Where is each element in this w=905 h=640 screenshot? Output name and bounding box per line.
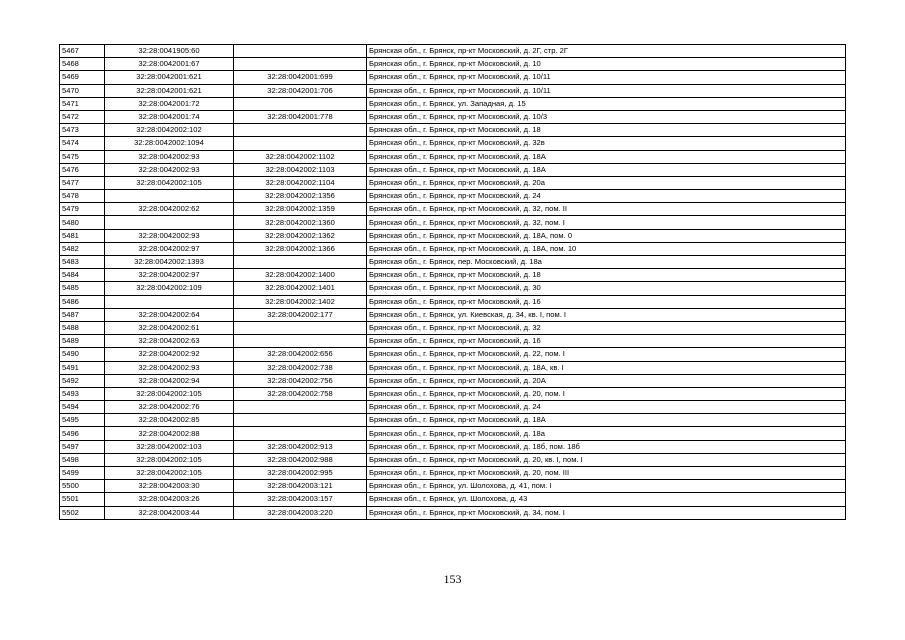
cadastral-number-cell: 32:28:0042002:97 [105, 242, 234, 255]
premises-cadastral-number-cell: 32:28:0042001:699 [234, 71, 367, 84]
address-cell: Брянская обл., г. Брянск, пр-кт Московский, д. 32, пом. II [367, 203, 846, 216]
cadastral-number-cell [105, 295, 234, 308]
table-row [60, 269, 846, 282]
table-row [60, 203, 846, 216]
address-cell: Брянская обл., г. Брянск, пр-кт Московский, д. 18А [367, 414, 846, 427]
row-number-cell: 5475 [60, 150, 105, 163]
address-cell: Брянская обл., г. Брянск, пр-кт Московский, д. 32в [367, 137, 846, 150]
row-number-cell: 5482 [60, 242, 105, 255]
cadastral-number-cell: 32:28:0042002:105 [105, 467, 234, 480]
address-cell: Брянская обл., г. Брянск, пр-кт Московский, д. 18 [367, 124, 846, 137]
premises-cadastral-number-cell [234, 124, 367, 137]
row-number-cell: 5481 [60, 229, 105, 242]
cadastral-number-cell: 32:28:0042003:26 [105, 493, 234, 506]
table-row [60, 453, 846, 466]
table-row [60, 506, 846, 519]
address-cell: Брянская обл., г. Брянск, пр-кт Московский, д. 16 [367, 295, 846, 308]
table-row [60, 124, 846, 137]
cadastral-number-cell: 32:28:0042002:92 [105, 348, 234, 361]
row-number-cell: 5470 [60, 84, 105, 97]
address-cell: Брянская обл., г. Брянск, пр-кт Московский, д. 2Г, стр. 2Г [367, 45, 846, 58]
address-cell: Брянская обл., г. Брянск, пр-кт Московский, д. 18А [367, 150, 846, 163]
cadastral-number-cell: 32:28:0042002:109 [105, 282, 234, 295]
table-row [60, 229, 846, 242]
table-row [60, 58, 846, 71]
address-cell: Брянская обл., г. Брянск, пр-кт Московский, д. 18А, пом. 0 [367, 229, 846, 242]
table-row [60, 427, 846, 440]
table-row [60, 401, 846, 414]
address-cell: Брянская обл., г. Брянск, ул. Западная, д. 15 [367, 97, 846, 110]
cadastral-number-cell: 32:28:0042002:93 [105, 229, 234, 242]
property-registry-table [59, 44, 846, 520]
table-row [60, 45, 846, 58]
premises-cadastral-number-cell: 32:28:0042002:1400 [234, 269, 367, 282]
table-row [60, 374, 846, 387]
page-number: 153 [443, 572, 462, 586]
address-cell: Брянская обл., г. Брянск, пр-кт Московский, д. 32 [367, 321, 846, 334]
cadastral-number-cell [105, 190, 234, 203]
address-cell: Брянская обл., г. Брянск, пр-кт Московский, д. 24 [367, 401, 846, 414]
premises-cadastral-number-cell: 32:28:0042002:1359 [234, 203, 367, 216]
row-number-cell: 5495 [60, 414, 105, 427]
cadastral-number-cell: 32:28:0042002:62 [105, 203, 234, 216]
address-cell: Брянская обл., г. Брянск, пр-кт Московский, д. 10 [367, 58, 846, 71]
address-cell: Брянская обл., г. Брянск, пр-кт Московский, д. 10/11 [367, 84, 846, 97]
premises-cadastral-number-cell: 32:28:0042002:995 [234, 467, 367, 480]
address-cell: Брянская обл., г. Брянск, пр-кт Московский, д. 18А [367, 163, 846, 176]
table-row [60, 335, 846, 348]
premises-cadastral-number-cell [234, 401, 367, 414]
cadastral-number-cell: 32:28:0042002:105 [105, 453, 234, 466]
row-number-cell: 5487 [60, 308, 105, 321]
row-number-cell: 5471 [60, 97, 105, 110]
table-row [60, 414, 846, 427]
row-number-cell: 5494 [60, 401, 105, 414]
cadastral-number-cell: 32:28:0042002:105 [105, 176, 234, 189]
row-number-cell: 5468 [60, 58, 105, 71]
address-cell: Брянская обл., г. Брянск, пр-кт Московский, д. 10/3 [367, 110, 846, 123]
cadastral-number-cell: 32:28:0042002:97 [105, 269, 234, 282]
table-row [60, 282, 846, 295]
table-row [60, 361, 846, 374]
cadastral-number-cell [105, 216, 234, 229]
table-row [60, 216, 846, 229]
address-cell: Брянская обл., г. Брянск, пр-кт Московский, д. 18А, кв. I [367, 361, 846, 374]
table-row [60, 348, 846, 361]
cadastral-number-cell: 32:28:0042002:63 [105, 335, 234, 348]
row-number-cell: 5467 [60, 45, 105, 58]
premises-cadastral-number-cell: 32:28:0042001:706 [234, 84, 367, 97]
address-cell: Брянская обл., г. Брянск, пр-кт Московский, д. 24 [367, 190, 846, 203]
row-number-cell: 5478 [60, 190, 105, 203]
cadastral-number-cell: 32:28:0042001:72 [105, 97, 234, 110]
table-row [60, 387, 846, 400]
row-number-cell: 5490 [60, 348, 105, 361]
premises-cadastral-number-cell: 32:28:0042002:988 [234, 453, 367, 466]
row-number-cell: 5480 [60, 216, 105, 229]
address-cell: Брянская обл., г. Брянск, пр-кт Московский, д. 20А [367, 374, 846, 387]
row-number-cell: 5493 [60, 387, 105, 400]
row-number-cell: 5474 [60, 137, 105, 150]
premises-cadastral-number-cell [234, 335, 367, 348]
row-number-cell: 5485 [60, 282, 105, 295]
cadastral-number-cell: 32:28:0042002:93 [105, 163, 234, 176]
cadastral-number-cell: 32:28:0042002:94 [105, 374, 234, 387]
cadastral-number-cell: 32:28:0042002:102 [105, 124, 234, 137]
cadastral-number-cell: 32:28:0042002:88 [105, 427, 234, 440]
address-cell: Брянская обл., г. Брянск, пр-кт Московский, д. 20, пом. III [367, 467, 846, 480]
table-row [60, 163, 846, 176]
row-number-cell: 5483 [60, 256, 105, 269]
premises-cadastral-number-cell: 32:28:0042003:220 [234, 506, 367, 519]
premises-cadastral-number-cell [234, 414, 367, 427]
row-number-cell: 5491 [60, 361, 105, 374]
table-row [60, 440, 846, 453]
address-cell: Брянская обл., г. Брянск, пр-кт Московский, д. 20, пом. I [367, 387, 846, 400]
row-number-cell: 5469 [60, 71, 105, 84]
address-cell: Брянская обл., г. Брянск, пр-кт Московский, д. 20а [367, 176, 846, 189]
table-row [60, 480, 846, 493]
premises-cadastral-number-cell: 32:28:0042002:1103 [234, 163, 367, 176]
table-row [60, 467, 846, 480]
premises-cadastral-number-cell: 32:28:0042002:758 [234, 387, 367, 400]
premises-cadastral-number-cell [234, 97, 367, 110]
premises-cadastral-number-cell: 32:28:0042002:1356 [234, 190, 367, 203]
table-row [60, 150, 846, 163]
address-cell: Брянская обл., г. Брянск, ул. Киевская, д. 34, кв. I, пом. I [367, 308, 846, 321]
cadastral-number-cell: 32:28:0042002:85 [105, 414, 234, 427]
premises-cadastral-number-cell [234, 427, 367, 440]
table-row [60, 308, 846, 321]
address-cell: Брянская обл., г. Брянск, пр-кт Московский, д. 10/11 [367, 71, 846, 84]
row-number-cell: 5476 [60, 163, 105, 176]
premises-cadastral-number-cell: 32:28:0042003:121 [234, 480, 367, 493]
cadastral-number-cell: 32:28:0042002:76 [105, 401, 234, 414]
row-number-cell: 5499 [60, 467, 105, 480]
premises-cadastral-number-cell [234, 58, 367, 71]
cadastral-number-cell: 32:28:0042002:93 [105, 150, 234, 163]
premises-cadastral-number-cell: 32:28:0042002:1401 [234, 282, 367, 295]
cadastral-number-cell: 32:28:0042002:105 [105, 387, 234, 400]
address-cell: Брянская обл., г. Брянск, пр-кт Московский, д. 30 [367, 282, 846, 295]
address-cell: Брянская обл., г. Брянск, пр-кт Московский, д. 16 [367, 335, 846, 348]
premises-cadastral-number-cell: 32:28:0042001:778 [234, 110, 367, 123]
cadastral-number-cell: 32:28:0042002:64 [105, 308, 234, 321]
address-cell: Брянская обл., г. Брянск, пр-кт Московский, д. 18б, пом. 18б [367, 440, 846, 453]
table-row [60, 176, 846, 189]
cadastral-number-cell: 32:28:0041905:60 [105, 45, 234, 58]
table-row [60, 321, 846, 334]
premises-cadastral-number-cell: 32:28:0042002:177 [234, 308, 367, 321]
premises-cadastral-number-cell [234, 321, 367, 334]
cadastral-number-cell: 32:28:0042001:621 [105, 71, 234, 84]
row-number-cell: 5501 [60, 493, 105, 506]
address-cell: Брянская обл., г. Брянск, пр-кт Московский, д. 32, пом. I [367, 216, 846, 229]
premises-cadastral-number-cell: 32:28:0042002:1102 [234, 150, 367, 163]
premises-cadastral-number-cell: 32:28:0042002:1360 [234, 216, 367, 229]
row-number-cell: 5500 [60, 480, 105, 493]
row-number-cell: 5473 [60, 124, 105, 137]
address-cell: Брянская обл., г. Брянск, пр-кт Московский, д. 18 [367, 269, 846, 282]
premises-cadastral-number-cell [234, 45, 367, 58]
cadastral-number-cell: 32:28:0042001:74 [105, 110, 234, 123]
row-number-cell: 5492 [60, 374, 105, 387]
premises-cadastral-number-cell: 32:28:0042002:656 [234, 348, 367, 361]
cadastral-number-cell: 32:28:0042002:1393 [105, 256, 234, 269]
address-cell: Брянская обл., г. Брянск, пр-кт Московский, д. 18А, пом. 10 [367, 242, 846, 255]
row-number-cell: 5502 [60, 506, 105, 519]
premises-cadastral-number-cell [234, 137, 367, 150]
cadastral-number-cell: 32:28:0042003:44 [105, 506, 234, 519]
cadastral-number-cell: 32:28:0042002:61 [105, 321, 234, 334]
row-number-cell: 5497 [60, 440, 105, 453]
row-number-cell: 5477 [60, 176, 105, 189]
cadastral-number-cell: 32:28:0042001:67 [105, 58, 234, 71]
cadastral-number-cell: 32:28:0042003:30 [105, 480, 234, 493]
row-number-cell: 5489 [60, 335, 105, 348]
cadastral-number-cell: 32:28:0042002:93 [105, 361, 234, 374]
address-cell: Брянская обл., г. Брянск, ул. Шолохова, д. 41, пом. I [367, 480, 846, 493]
row-number-cell: 5486 [60, 295, 105, 308]
table-row [60, 190, 846, 203]
address-cell: Брянская обл., г. Брянск, пр-кт Московский, д. 18а [367, 427, 846, 440]
premises-cadastral-number-cell [234, 256, 367, 269]
row-number-cell: 5479 [60, 203, 105, 216]
table-row [60, 256, 846, 269]
premises-cadastral-number-cell: 32:28:0042002:913 [234, 440, 367, 453]
cadastral-number-cell: 32:28:0042001:621 [105, 84, 234, 97]
address-cell: Брянская обл., г. Брянск, пер. Московский, д. 18а [367, 256, 846, 269]
premises-cadastral-number-cell: 32:28:0042002:738 [234, 361, 367, 374]
table-row [60, 137, 846, 150]
table-row [60, 295, 846, 308]
row-number-cell: 5496 [60, 427, 105, 440]
premises-cadastral-number-cell: 32:28:0042002:1402 [234, 295, 367, 308]
cadastral-number-cell: 32:28:0042002:103 [105, 440, 234, 453]
address-cell: Брянская обл., г. Брянск, пр-кт Московский, д. 20, кв. I, пом. I [367, 453, 846, 466]
address-cell: Брянская обл., г. Брянск, пр-кт Московский, д. 22, пом. I [367, 348, 846, 361]
table-row [60, 493, 846, 506]
premises-cadastral-number-cell: 32:28:0042002:1366 [234, 242, 367, 255]
address-cell: Брянская обл., г. Брянск, ул. Шолохова, д. 43 [367, 493, 846, 506]
premises-cadastral-number-cell: 32:28:0042003:157 [234, 493, 367, 506]
table-row [60, 242, 846, 255]
premises-cadastral-number-cell: 32:28:0042002:1362 [234, 229, 367, 242]
premises-cadastral-number-cell: 32:28:0042002:1104 [234, 176, 367, 189]
table-row [60, 110, 846, 123]
row-number-cell: 5484 [60, 269, 105, 282]
table-row [60, 71, 846, 84]
row-number-cell: 5488 [60, 321, 105, 334]
row-number-cell: 5498 [60, 453, 105, 466]
table-row [60, 97, 846, 110]
premises-cadastral-number-cell: 32:28:0042002:756 [234, 374, 367, 387]
table-row [60, 84, 846, 97]
address-cell: Брянская обл., г. Брянск, пр-кт Московский, д. 34, пом. I [367, 506, 846, 519]
registry-table-body [60, 45, 846, 520]
row-number-cell: 5472 [60, 110, 105, 123]
cadastral-number-cell: 32:28:0042002:1094 [105, 137, 234, 150]
